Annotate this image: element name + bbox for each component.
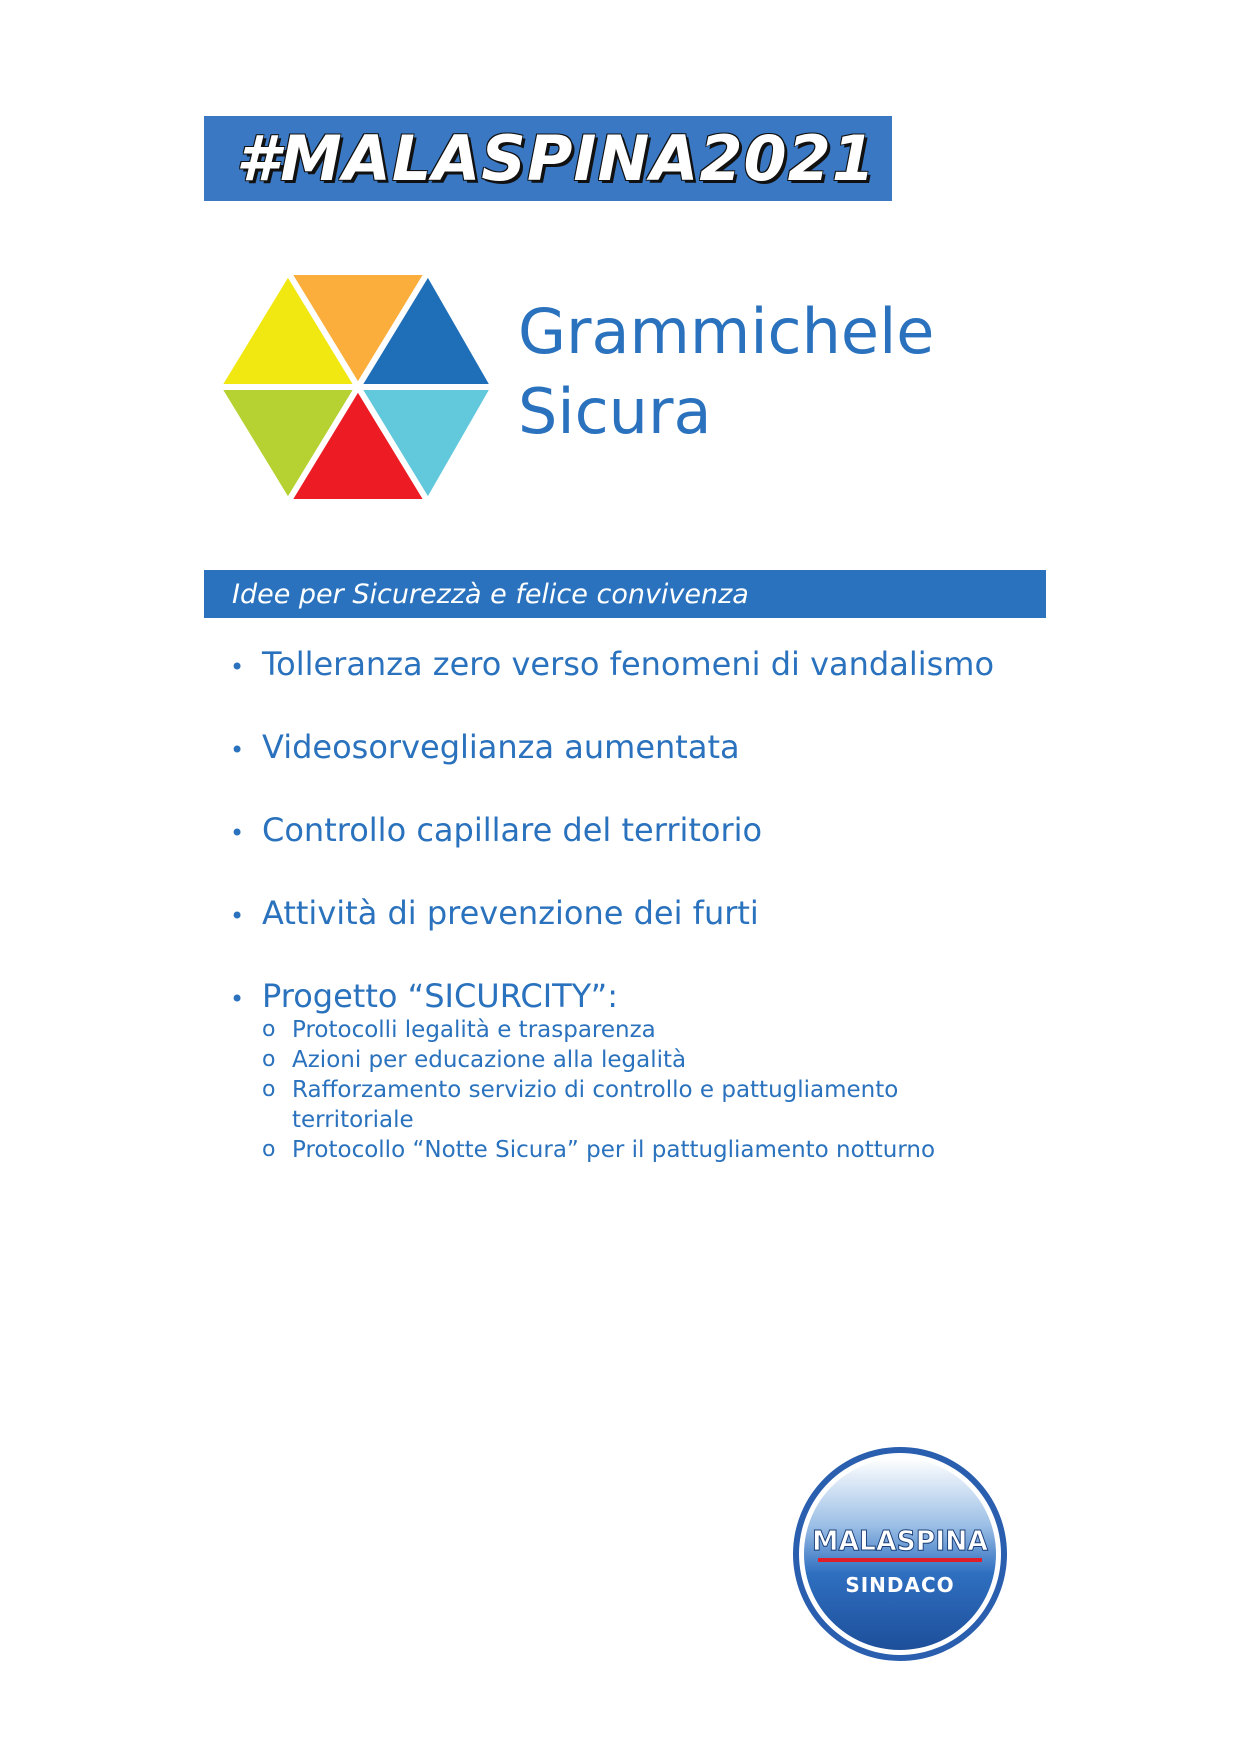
badge-name: MALASPINA (812, 1524, 989, 1557)
subtitle-text: Idee per Sicurezzà e felice convivenza (232, 578, 749, 610)
sub-marker: o (262, 1137, 276, 1162)
bullet-text: Attività di prevenzione dei furti (262, 894, 759, 932)
badge-red-line (818, 1558, 982, 1562)
list-item (230, 974, 1130, 1021)
sub-text: Protocollo “Notte Sicura” per il pattugliamento notturno (292, 1137, 936, 1163)
sub-list-item (262, 1075, 1130, 1135)
bullet-marker: • (230, 736, 245, 764)
sub-list (262, 1015, 1130, 1165)
logo-title-line1: Grammichele (518, 295, 935, 368)
list-item (230, 642, 1130, 689)
bullet-marker: • (230, 819, 245, 847)
sub-text: Azioni per educazione alla legalità (292, 1047, 687, 1073)
badge-role: SINDACO (845, 1573, 955, 1597)
hexagon-logo-icon (214, 268, 498, 506)
sub-list-item (262, 1045, 1130, 1075)
bullet-text: Videosorveglianza aumentata (262, 728, 740, 766)
logo-title-line2: Sicura (518, 375, 712, 448)
sub-text: Protocolli legalità e trasparenza (292, 1017, 656, 1043)
list-item (230, 725, 1130, 772)
subtitle-band (204, 570, 1046, 618)
sub-marker: o (262, 1077, 276, 1102)
bullet-text: Progetto “SICURCITY”: (262, 977, 619, 1015)
sub-list-container (230, 1015, 1130, 1165)
bullet-text: Controllo capillare del territorio (262, 811, 763, 849)
bullet-marker: • (230, 653, 245, 681)
bullet-list (230, 642, 1130, 1165)
logo-title (518, 292, 934, 452)
list-item (230, 808, 1130, 855)
malaspina-sindaco-badge (790, 1444, 1010, 1664)
sub-list-item (262, 1135, 1130, 1165)
sub-marker: o (262, 1047, 276, 1072)
sub-marker: o (262, 1017, 276, 1042)
sub-list-item (262, 1015, 1130, 1045)
hashtag-text: #MALASPINA2021 (236, 122, 876, 195)
bullet-marker: • (230, 902, 245, 930)
bullet-text: Tolleranza zero verso fenomeni di vandalismo (262, 645, 995, 683)
hashtag-banner (204, 116, 892, 201)
bullet-marker: • (230, 985, 245, 1013)
list-item (230, 891, 1130, 938)
sub-text: Rafforzamento servizio di controllo e pattugliamento territoriale (292, 1077, 899, 1133)
